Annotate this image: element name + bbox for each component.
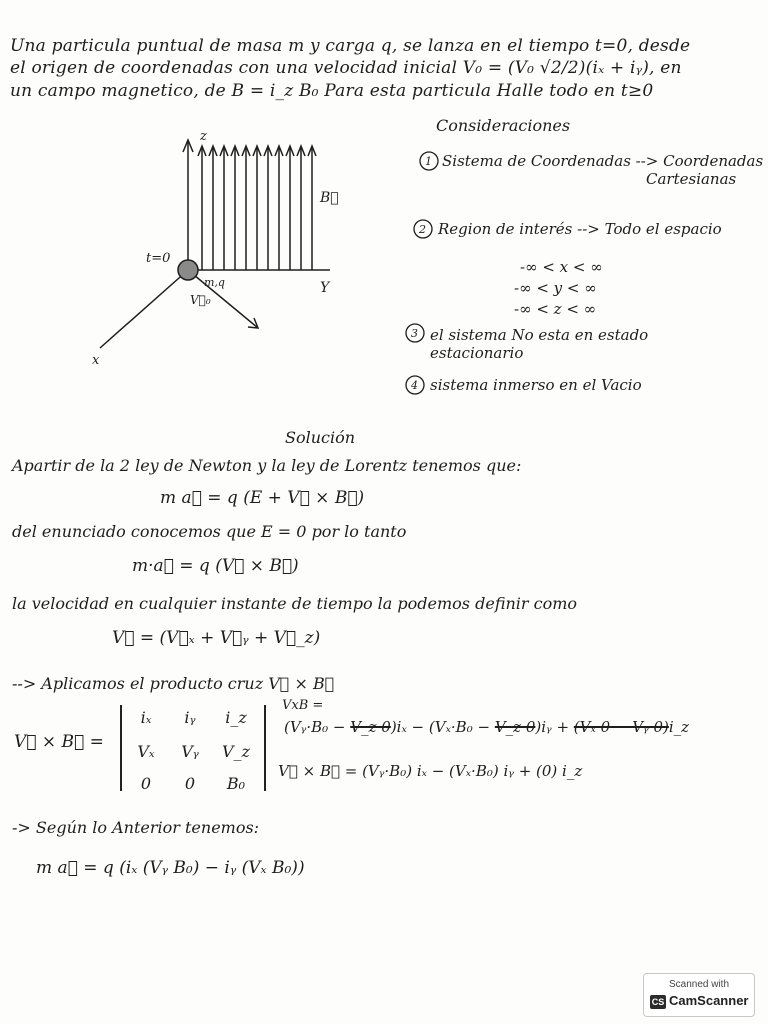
problem-line-1: Una particula puntual de masa m y carga q, se lanza en el tiempo t=0, desde: [10, 36, 691, 56]
equation-newton-lorentz: m a⃗ = q (E + V⃗ × B⃗): [160, 488, 365, 508]
det-cell: 0: [140, 774, 152, 793]
z-label: z: [200, 129, 207, 144]
x-label: x: [92, 353, 100, 368]
equation-velocity: V⃗ = (V⃗ₓ + V⃗ᵧ + V⃗_z): [112, 628, 321, 648]
magnetic-field-lines: [198, 146, 316, 270]
det-cell: B₀: [226, 774, 246, 793]
det-cell: V_z: [222, 742, 250, 761]
camscanner-logo-icon: CS: [651, 997, 665, 1007]
svg-text:4: 4: [411, 379, 418, 392]
svg-text:2: 2: [419, 223, 426, 236]
solution-line-5: -> Según lo Anterior tenemos:: [12, 818, 260, 837]
solution-line-1: Apartir de la 2 ley de Newton y la ley de Lorentz tenemos que:: [12, 456, 522, 475]
det-cell: Vₓ: [137, 742, 155, 761]
cross-product-result: V⃗ × B⃗ = (Vᵧ·B₀) iₓ − (Vₓ·B₀) iᵧ + (0) i_z: [278, 762, 583, 780]
b-field-label: B⃗: [320, 190, 339, 206]
item-3-text-cont: estacionario: [430, 344, 524, 362]
item-4-circle: [404, 374, 426, 396]
badge-caption: Scanned with: [668, 979, 730, 990]
item-1-text: Sistema de Coordenadas --> Coordenadas: [442, 152, 764, 170]
item-2-circle: [412, 218, 434, 240]
t0-label: t=0: [146, 251, 171, 266]
solution-line-3: la velocidad en cualquier instante de tiempo la podemos definir como: [12, 594, 578, 613]
item-1-circle: [418, 150, 440, 172]
svg-text:1: 1: [425, 155, 432, 168]
vxb-heading: VxB =: [282, 698, 324, 713]
cross-product-expansion: (Vᵧ·B₀ − V_z·0)iₓ − (Vₓ·B₀ − V_z·0)iᵧ + (Vₓ·0 − Vᵧ·0)i_z: [284, 718, 690, 736]
det-cell: iₓ: [140, 708, 152, 727]
solution-line-2: del enunciado conocemos que E = 0 por lo tanto: [12, 522, 407, 541]
camscanner-badge: [643, 973, 755, 1017]
mq-label: m,q: [204, 276, 225, 289]
range-x: -∞ < x < ∞: [520, 258, 603, 276]
item-3-text: el sistema No esta en estado: [430, 326, 649, 344]
y-label: Y: [320, 280, 330, 296]
x-axis: [100, 270, 188, 348]
solution-title: Solución: [285, 428, 356, 447]
det-cell: iᵧ: [184, 708, 196, 727]
range-y: -∞ < y < ∞: [514, 279, 597, 297]
determinant-left-bar: [120, 705, 122, 791]
item-2-text: Region de interés --> Todo el espacio: [438, 220, 722, 238]
det-cell: 0: [184, 774, 196, 793]
item-1-text-cont: Cartesianas: [646, 170, 737, 188]
problem-line-2: el origen de coordenadas con una velocidad inicial V₀ = (V₀ √2/2)(iₓ + iᵧ), en: [10, 58, 682, 78]
det-cell: Vᵧ: [181, 742, 199, 761]
svg-text:3: 3: [411, 327, 418, 340]
badge-brand: CamScanner: [669, 993, 749, 1008]
particle-dot: [178, 260, 198, 280]
coordinate-diagram: [80, 120, 420, 380]
cross-product-lhs: V⃗ × B⃗ =: [14, 732, 104, 752]
item-4-text: sistema inmerso en el Vacio: [430, 376, 642, 394]
item-3-circle: [404, 322, 426, 344]
determinant-right-bar: [264, 705, 266, 791]
equation-final: m a⃗ = q (iₓ (Vᵧ B₀) − iᵧ (Vₓ B₀)): [36, 858, 305, 878]
considerations-title: Consideraciones: [436, 116, 571, 135]
det-cell: i_z: [225, 708, 247, 727]
equation-force: m·a⃗ = q (V⃗ × B⃗): [132, 556, 299, 576]
range-z: -∞ < z < ∞: [514, 300, 597, 318]
problem-line-3: un campo magnetico, de B = i_z B₀ Para esta particula Halle todo en t≥0: [10, 81, 654, 101]
v0-label: V⃗₀: [190, 293, 211, 307]
solution-line-4: --> Aplicamos el producto cruz V⃗ × B⃗: [12, 674, 335, 693]
